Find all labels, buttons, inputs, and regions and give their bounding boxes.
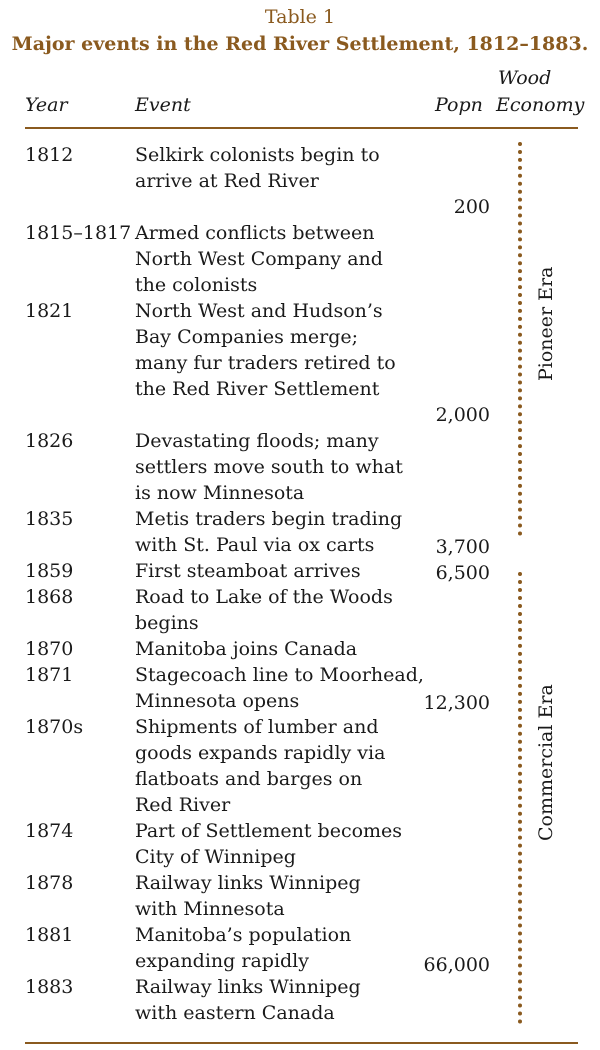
commercial-era-label: Commercial Era [535, 684, 557, 841]
row-event: Armed conflicts between North West Company and the colonists [135, 222, 383, 296]
header-year: Year [25, 94, 68, 116]
header-rule [25, 127, 578, 129]
row-year: 1881 [25, 924, 74, 946]
row-year: 1883 [25, 976, 74, 998]
row-year: 1870s [25, 716, 84, 738]
population-value: 66,000 [423, 954, 490, 976]
row-event: Stagecoach line to Moorhead, Minnesota opens [135, 664, 424, 712]
population-value: 200 [453, 196, 490, 218]
row-event: Manitoba joins Canada [135, 638, 358, 660]
row-event: Metis traders begin trading with St. Paul via ox carts [135, 508, 403, 556]
row-year: 1835 [25, 508, 74, 530]
header-economy: Economy [496, 94, 585, 116]
row-year: 1870 [25, 638, 74, 660]
row-year: 1868 [25, 586, 74, 608]
header-event: Event [135, 94, 191, 116]
population-value: 12,300 [423, 692, 490, 714]
population-value: 3,700 [435, 536, 490, 558]
row-year: 1821 [25, 300, 74, 322]
row-event: Selkirk colonists begin to arrive at Red River [135, 144, 380, 192]
row-event: Shipments of lumber and goods expands rapidly via flatboats and barges on Red River [135, 716, 386, 816]
footer-rule [25, 1042, 578, 1044]
row-year: 1826 [25, 430, 74, 452]
row-event: Devastating floods; many settlers move south to what is now Minnesota [135, 430, 403, 504]
row-year: 1871 [25, 664, 74, 686]
pioneer-era-bracket [518, 142, 522, 536]
row-event: North West and Hudson’s Bay Companies merge; many fur traders retired to the Red River Settlement [135, 300, 396, 400]
row-year: 1859 [25, 560, 74, 582]
table-caption: Major events in the Red River Settlement, 1812–1883. [11, 33, 589, 55]
header-wood: Wood [498, 67, 552, 89]
header-popn: Popn [435, 94, 483, 116]
population-value: 2,000 [435, 404, 490, 426]
row-year: 1878 [25, 872, 74, 894]
population-value: 6,500 [435, 562, 490, 584]
pioneer-era-label: Pioneer Era [535, 266, 557, 381]
row-event: Part of Settlement becomes City of Winnipeg [135, 820, 403, 868]
table-title: Table 1 [264, 6, 336, 28]
row-year: 1874 [25, 820, 74, 842]
row-event: Manitoba’s population expanding rapidly [135, 924, 352, 972]
row-year: 1812 [25, 144, 74, 166]
commercial-era-bracket [518, 572, 522, 1024]
row-year: 1815–1817 [25, 222, 132, 244]
row-event: Road to Lake of the Woods begins [135, 586, 393, 634]
row-event: Railway links Winnipeg with eastern Canada [135, 976, 361, 1024]
row-event: Railway links Winnipeg with Minnesota [135, 872, 361, 920]
row-event: First steamboat arrives [135, 560, 361, 582]
